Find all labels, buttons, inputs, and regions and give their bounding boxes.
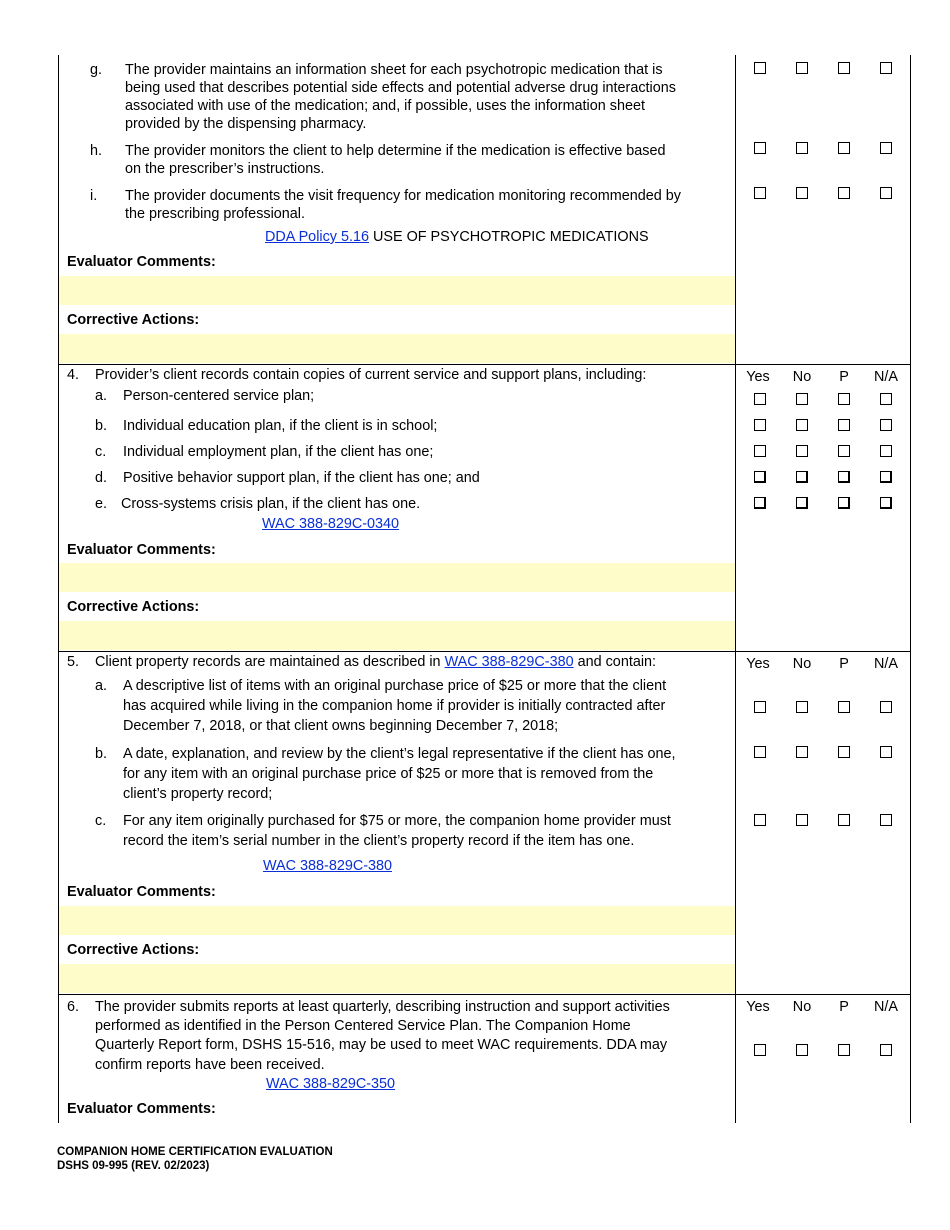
item-text-line: For any item originally purchased for $75 or more, the companion home provider must [123,813,671,829]
item-letter: c. [95,444,107,460]
section-divider-5 [58,651,911,652]
item-letter: c. [95,813,107,829]
evaluator-comments-label: Evaluator Comments: [67,884,216,900]
checkbox-a-p[interactable] [838,393,850,405]
checkbox-e-no[interactable] [796,497,808,509]
evaluator-comments-label: Evaluator Comments: [67,1101,216,1117]
section-number: 4. [67,367,80,383]
item-text-line: A descriptive list of items with an original purchase price of $25 or more that the client [123,678,667,694]
column-header-na: N/A [874,369,898,385]
item-letter: b. [95,746,108,762]
column-header-yes: Yes [746,369,770,385]
checkbox-c-yes[interactable] [754,445,766,457]
checkbox-6-yes[interactable] [754,1044,766,1056]
item-letter: b. [95,418,108,434]
item-text: Individual education plan, if the client is in school; [123,418,438,434]
column-header-p: P [839,999,849,1015]
table-column-divider [735,55,736,1123]
corrective-actions-label: Corrective Actions: [67,599,200,615]
checkbox-d-yes[interactable] [754,471,766,483]
section-text-line: confirm reports have been received. [95,1057,325,1073]
checkbox-i-yes[interactable] [754,187,766,199]
item-text-line: associated with use of the medication; and, if possible, uses the information sheet [125,98,645,114]
section-title: Provider’s client records contain copies of current service and support plans, including: [95,367,647,383]
item-letter: e. [95,496,108,512]
checkbox-d-p[interactable] [838,471,850,483]
corrective-actions-label: Corrective Actions: [67,312,200,328]
corrective-actions-field[interactable] [59,964,735,993]
item-text: Positive behavior support plan, if the client has one; and [123,470,480,486]
checkbox-b-yes[interactable] [754,746,766,758]
item-text-line: record the item’s serial number in the client’s property record if the item has one. [123,833,635,849]
wac-inline-link[interactable]: WAC 388-829C-380 [444,654,574,670]
checkbox-a-yes[interactable] [754,701,766,713]
checkbox-c-na[interactable] [880,445,892,457]
wac-link[interactable]: WAC 388-829C-380 [263,858,393,874]
evaluator-comments-field[interactable] [59,276,735,305]
item-text-line: has acquired while living in the companion home if provider is initially contracted after [123,698,666,714]
item-letter: a. [95,678,108,694]
item-text-line: The provider documents the visit frequency for medication monitoring recommended by [125,188,681,204]
checkbox-a-na[interactable] [880,701,892,713]
checkbox-c-na[interactable] [880,814,892,826]
checkbox-h-p[interactable] [838,142,850,154]
checkbox-h-yes[interactable] [754,142,766,154]
item-text-line: provided by the dispensing pharmacy. [125,116,367,132]
checkbox-c-yes[interactable] [754,814,766,826]
item-text: Individual employment plan, if the client has one; [123,444,434,460]
wac-link[interactable]: WAC 388-829C-0340 [262,516,400,532]
item-text-line: the prescribing professional. [125,206,305,222]
column-header-no: No [792,369,812,385]
evaluator-comments-field[interactable] [59,563,735,592]
corrective-actions-field[interactable] [59,621,735,650]
checkbox-b-p[interactable] [838,419,850,431]
section-title-pre: Client property records are maintained as described in [95,654,445,670]
table-right-border [910,55,911,1123]
column-header-no: No [792,656,812,672]
footer-title: COMPANION HOME CERTIFICATION EVALUATION [57,1146,333,1158]
checkbox-b-no[interactable] [796,746,808,758]
checkbox-b-yes[interactable] [754,419,766,431]
checkbox-a-no[interactable] [796,393,808,405]
section-text-line: Quarterly Report form, DSHS 15-516, may be used to meet WAC requirements. DDA may [95,1037,668,1053]
item-letter: h. [90,143,103,159]
evaluator-comments-label: Evaluator Comments: [67,542,216,558]
checkbox-c-no[interactable] [796,814,808,826]
corrective-actions-field[interactable] [59,334,735,363]
policy-reference [265,228,649,247]
checkbox-a-no[interactable] [796,701,808,713]
section-divider-6 [58,994,911,995]
item-text-line: for any item with an original purchase price of $25 or more that is removed from the [123,766,654,782]
checkbox-c-no[interactable] [796,445,808,457]
item-text-line: client’s property record; [123,786,273,802]
checkbox-b-na[interactable] [880,746,892,758]
checkbox-6-no[interactable] [796,1044,808,1056]
column-header-yes: Yes [746,656,770,672]
checkbox-6-p[interactable] [838,1044,850,1056]
checkbox-6-na[interactable] [880,1044,892,1056]
checkbox-a-na[interactable] [880,393,892,405]
checkbox-i-no[interactable] [796,187,808,199]
checkbox-e-na[interactable] [880,497,892,509]
item-letter: a. [95,388,108,404]
checkbox-c-p[interactable] [838,814,850,826]
checkbox-b-no[interactable] [796,419,808,431]
item-text: Cross-systems crisis plan, if the client has one. [121,496,421,512]
section-divider-4 [58,364,911,365]
corrective-actions-label: Corrective Actions: [67,942,200,958]
item-text-line: being used that describes potential side effects and potential adverse drug interactions [125,80,676,96]
checkbox-g-yes[interactable] [754,62,766,74]
column-header-no: No [792,999,812,1015]
item-text-line: on the prescriber’s instructions. [125,161,325,177]
footer-form-number: DSHS 09-995 (REV. 02/2023) [57,1160,210,1172]
policy-title: USE OF PSYCHOTROPIC MEDICATIONS [368,229,649,245]
column-header-p: P [839,656,849,672]
wac-link[interactable]: WAC 388-829C-350 [266,1076,396,1092]
checkbox-h-na[interactable] [880,142,892,154]
section-text-line: The provider submits reports at least quarterly, describing instruction and support activities [95,999,670,1015]
item-letter: g. [90,62,103,78]
checkbox-b-p[interactable] [838,746,850,758]
checkbox-a-yes[interactable] [754,393,766,405]
column-header-na: N/A [874,999,898,1015]
item-letter: d. [95,470,108,486]
section-text-line: performed as identified in the Person Centered Service Plan. The Companion Home [95,1018,631,1034]
checkbox-d-na[interactable] [880,471,892,483]
section-title-post: and contain: [573,654,657,670]
checkbox-g-no[interactable] [796,62,808,74]
evaluator-comments-label: Evaluator Comments: [67,254,216,270]
checkbox-c-p[interactable] [838,445,850,457]
checkbox-i-na[interactable] [880,187,892,199]
checkbox-b-na[interactable] [880,419,892,431]
column-header-na: N/A [874,656,898,672]
checkbox-i-p[interactable] [838,187,850,199]
checkbox-d-no[interactable] [796,471,808,483]
item-text-line: The provider maintains an information sheet for each psychotropic medication that is [125,62,663,78]
item-letter: i. [90,188,98,204]
dda-policy-link[interactable]: DDA Policy 5.16 [265,229,369,245]
checkbox-g-p[interactable] [838,62,850,74]
column-header-p: P [839,369,849,385]
checkbox-h-no[interactable] [796,142,808,154]
checkbox-a-p[interactable] [838,701,850,713]
item-text: Person-centered service plan; [123,388,315,404]
item-text-line: A date, explanation, and review by the client’s legal representative if the client has one, [123,746,676,762]
checkbox-g-na[interactable] [880,62,892,74]
section-title [95,653,656,672]
checkbox-e-p[interactable] [838,497,850,509]
item-text-line: The provider monitors the client to help determine if the medication is effective based [125,143,666,159]
section-number: 6. [67,999,80,1015]
column-header-yes: Yes [746,999,770,1015]
evaluator-comments-field[interactable] [59,906,735,935]
item-text-line: December 7, 2018, or that client owns beginning December 7, 2018; [123,718,559,734]
checkbox-e-yes[interactable] [754,497,766,509]
section-number: 5. [67,654,80,670]
